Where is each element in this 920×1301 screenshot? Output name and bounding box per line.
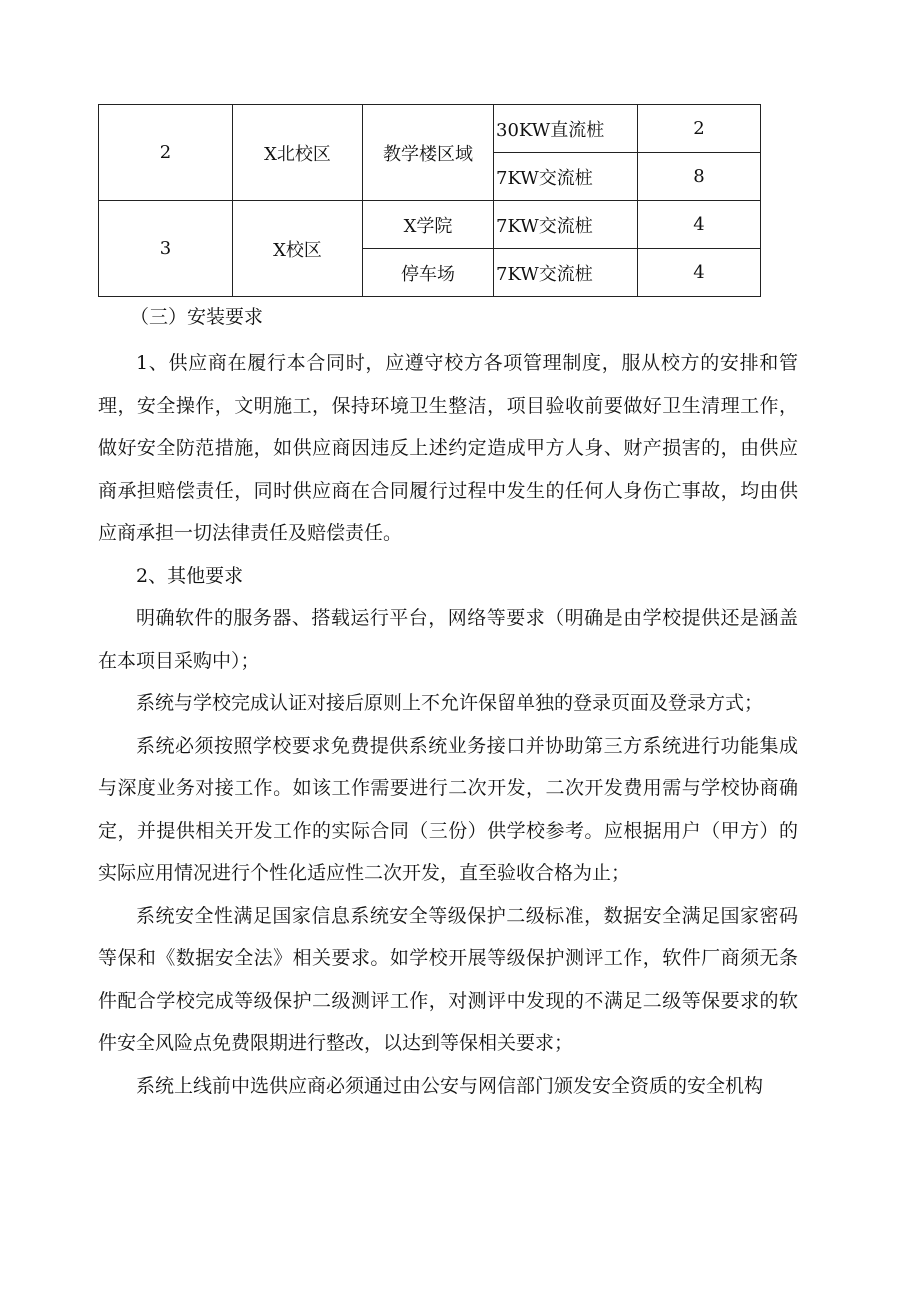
pile-type-cell: 30KW直流桩: [494, 105, 638, 153]
paragraph-installation-rules: 1、供应商在履行本合同时，应遵守校方各项管理制度，服从校方的安排和管理，安全操作，文明施工，保持环境卫生整洁，项目验收前要做好卫生清理工作，做好安全防范措施，如供应商因违反上述约定造成甲方人身、财产损害的，由供应商承担赔偿责任，同时供应商在合同履行过程中发生的任何人身伤亡事故，均由供应商承担一切法律责任及赔偿责任。: [98, 352, 798, 544]
area-cell: 教学楼区域: [363, 105, 494, 201]
table-row: [99, 201, 761, 249]
pile-type-cell: 7KW交流桩: [494, 201, 638, 249]
paragraph-security-audit: 系统上线前中选供应商必须通过由公安与网信部门颁发安全资质的安全机构: [136, 1074, 764, 1097]
row-index: 3: [99, 201, 233, 297]
pile-count-cell: 4: [638, 249, 761, 297]
paragraph-interface-development: 系统必须按照学校要求免费提供系统业务接口并协助第三方系统进行功能集成与深度业务对接工作。如该工作需要进行二次开发，二次开发费用需与学校协商确定，并提供相关开发工作的实际合同（三份）供学校参考。应根据用户（甲方）的实际应用情况进行个性化适应性二次开发，直至验收合格为止；: [98, 734, 798, 884]
row-index: 2: [99, 105, 233, 201]
pile-count-cell: 2: [638, 105, 761, 153]
campus-cell: X北校区: [233, 105, 363, 201]
body-text: [98, 342, 798, 1107]
table-row: [99, 105, 761, 153]
paragraph-other-heading: 2、其他要求: [136, 564, 244, 587]
area-cell: 停车场: [363, 249, 494, 297]
campus-cell: X校区: [233, 201, 363, 297]
pile-type-cell: 7KW交流桩: [494, 249, 638, 297]
paragraph-security-level: 系统安全性满足国家信息系统安全等级保护二级标准，数据安全满足国家密码等保和《数据安全法》相关要求。如学校开展等级保护测评工作，软件厂商须无条件配合学校完成等级保护二级测评工作，对测评中发现的不满足二级等保要求的软件安全风险点免费限期进行整改，以达到等保相关要求；: [98, 904, 798, 1054]
area-cell: X学院: [363, 201, 494, 249]
charging-pile-table: [98, 104, 761, 297]
paragraph-auth-integration: 系统与学校完成认证对接后原则上不允许保留单独的登录页面及登录方式；: [136, 692, 764, 714]
section-title: （三）安装要求: [130, 306, 264, 328]
pile-count-cell: 4: [638, 201, 761, 249]
paragraph-server-requirements: 明确软件的服务器、搭载运行平台，网络等要求（明确是由学校提供还是涵盖在本项目采购中）；: [98, 607, 798, 672]
pile-count-cell: 8: [638, 153, 761, 201]
pile-type-cell: 7KW交流桩: [494, 153, 638, 201]
